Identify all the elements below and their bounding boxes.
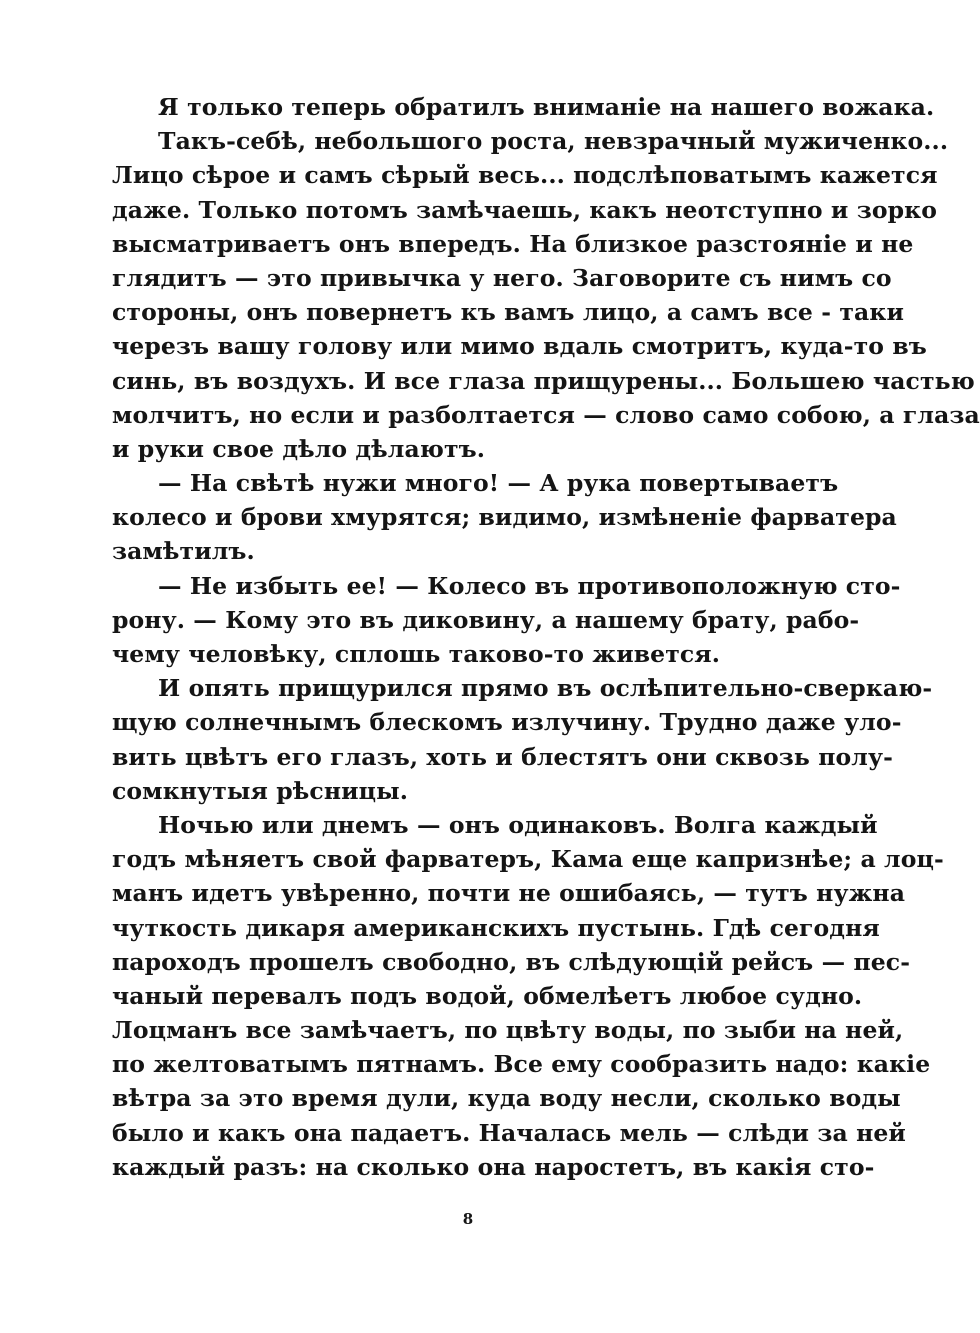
text-line: глядитъ — это привычка у него. Заговорите съ нимъ со [112, 263, 892, 292]
text-line: — На свѣтѣ нужи много! — А рука повертываетъ [158, 469, 839, 498]
text-line: колесо и брови хмурятся; видимо, измѣненіе фарватера [112, 503, 897, 532]
text-line: рону. — Кому это въ диковину, а нашему брату, рабо- [112, 605, 860, 634]
text-line: даже. Только потомъ замѣчаешь, какъ неотступно и зорко [112, 195, 937, 224]
text-line: Такъ-себѣ, небольшого роста, невзрачный мужиченко... [158, 127, 949, 156]
text-line: вѣтра за это время дули, куда воду несли, сколько воды [112, 1084, 901, 1113]
text-line: синь, въ воздухъ. И все глаза прищурены... Большею частью [112, 366, 975, 395]
text-line: замѣтилъ. [112, 537, 255, 566]
text-line: каждый разъ: на сколько она наростетъ, въ какія сто- [112, 1152, 875, 1181]
body-text [112, 90, 980, 1184]
text-line: вить цвѣтъ его глазъ, хоть и блестятъ они сквозь полу- [112, 742, 893, 771]
text-line: черезъ вашу голову или мимо вдаль смотритъ, куда-то въ [112, 332, 927, 361]
text-line: по желтоватымъ пятнамъ. Все ему сообразить надо: какіе [112, 1050, 931, 1079]
text-line: молчитъ, но если и разболтается — слово само собою, а глаза [112, 400, 980, 429]
text-line: И опять прищурился прямо въ ослѣпительно-сверкаю- [158, 674, 933, 703]
text-line: Ночью или днемъ — онъ одинаковъ. Волга каждый [158, 810, 878, 839]
page-number: 8 [462, 1210, 474, 1228]
text-line: щую солнечнымъ блескомъ излучину. Трудно даже уло- [112, 708, 902, 737]
text-line: чему человѣку, сплошь таково-то живется. [112, 640, 721, 668]
text-line: стороны, онъ повернетъ къ вамъ лицо, а самъ все - таки [112, 298, 904, 327]
text-line: манъ идетъ увѣренно, почти не ошибаясь, — тутъ нужна [112, 879, 906, 908]
text-line: Лоцманъ все замѣчаетъ, по цвѣту воды, по зыби на ней, [112, 1016, 904, 1045]
text-line: было и какъ она падаетъ. Началась мель — слѣди за ней [112, 1118, 906, 1147]
text-line: Лицо сѣрое и самъ сѣрый весь... подслѣповатымъ кажется [112, 161, 938, 190]
text-line: чуткость дикаря американскихъ пустынь. Гдѣ сегодня [112, 913, 880, 942]
text-line: сомкнутыя рѣсницы. [112, 776, 409, 805]
text-line: высматриваетъ онъ впередъ. На близкое разстояніе и не [112, 229, 914, 258]
text-line: и руки свое дѣло дѣлаютъ. [112, 434, 486, 463]
text-line: пароходъ прошелъ свободно, въ слѣдующій рейсъ — пес- [112, 947, 911, 976]
text-line: чаный перевалъ подъ водой, обмелѣетъ любое судно. [112, 981, 863, 1010]
text-line: годъ мѣняетъ свой фарватеръ, Кама еще капризнѣе; а лоц- [112, 845, 944, 874]
text-line: — Не избыть ее! — Колесо въ противоположную сто- [158, 571, 901, 600]
text-line: Я только теперь обратилъ вниманіе на нашего вожака. [158, 93, 935, 121]
